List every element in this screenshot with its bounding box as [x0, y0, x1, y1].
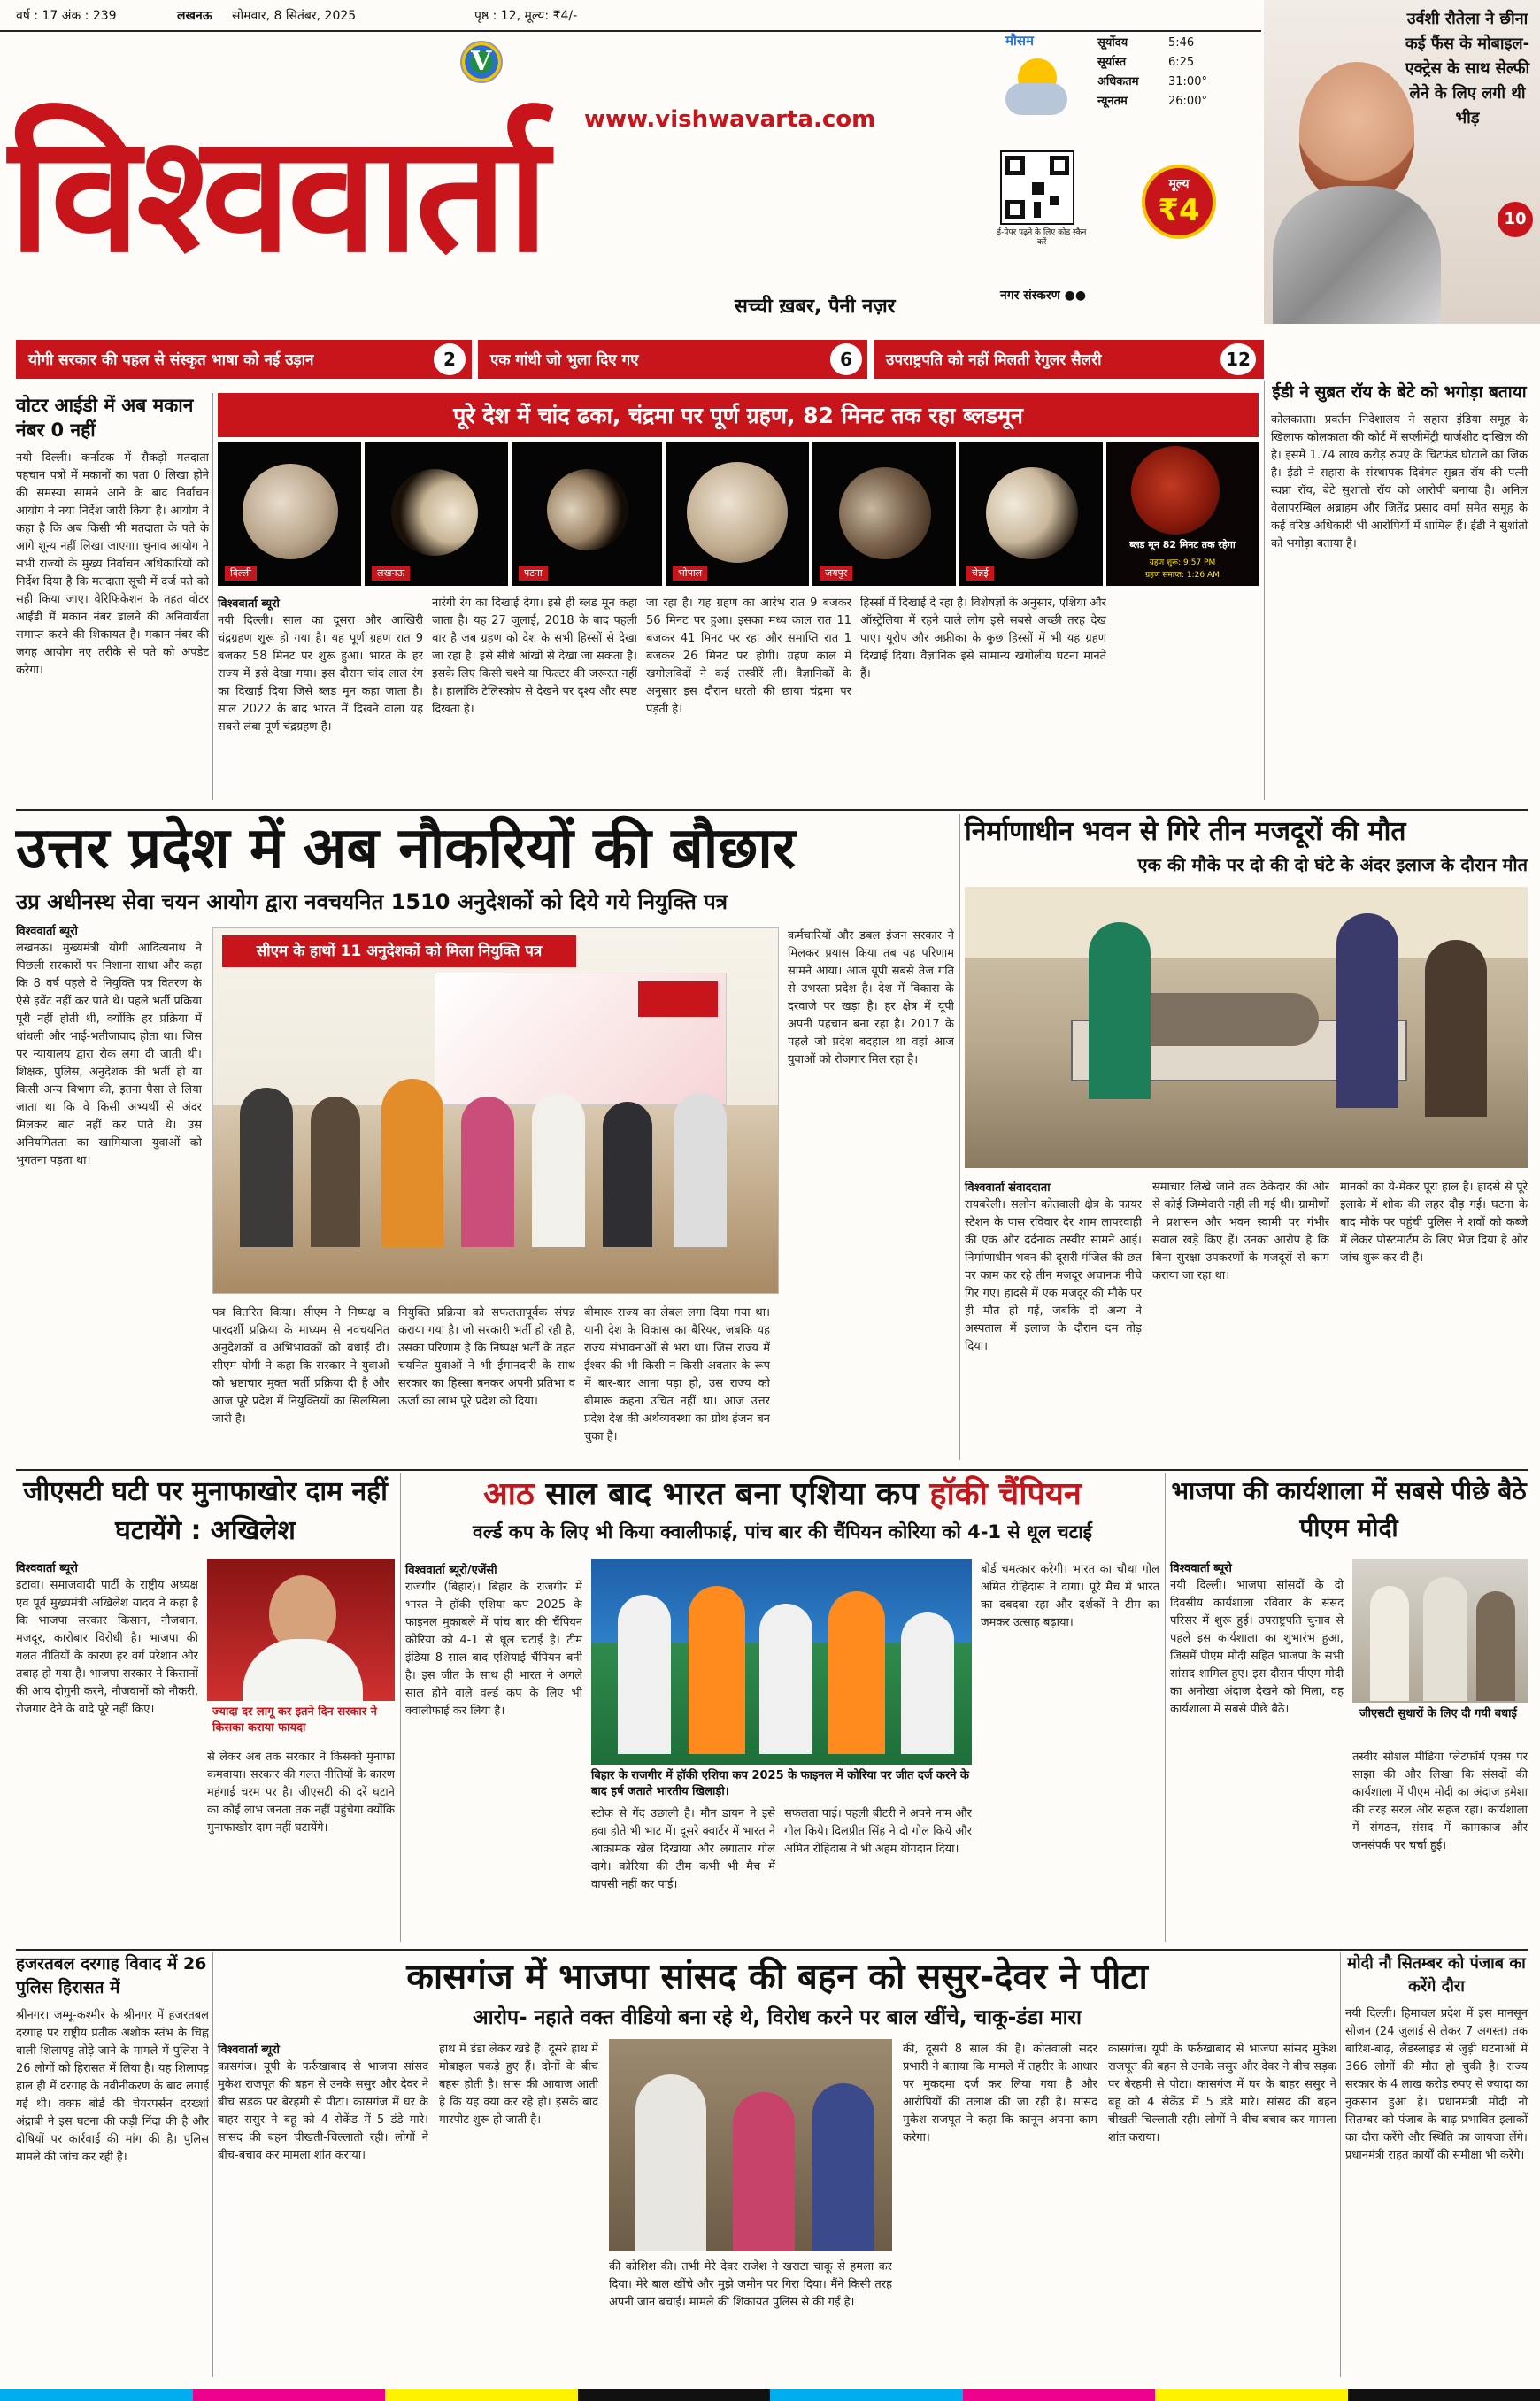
akhilesh-photo-caption: ज्यादा दर लागू कर इतने दिन सरकार ने किसका कराया फायदा [212, 1705, 377, 1735]
teaser-strip [16, 340, 1264, 379]
min-temp-label: न्यूनतम [1097, 95, 1128, 108]
eclipse-photo-3 [512, 442, 662, 586]
blood-moon-start: ग्रहण शुरू: 9:57 PM [1149, 558, 1216, 567]
teaser-1-text: योगी सरकार की पहल से संस्कृत भाषा को नई उड़ान [28, 351, 314, 369]
sunrise-value: 5:46 [1168, 36, 1195, 50]
eclipse-label-1: दिल्ली [225, 566, 257, 581]
workers-headline: निर्माणाधीन भवन से गिरे तीन मजदूरों की मौत [965, 816, 1406, 847]
teaser-3-text: उपराष्ट्रपति को नहीं मिलती रेगुलर सैलरी [886, 351, 1102, 369]
story-eclipse[interactable] [218, 393, 1259, 809]
eclipse-photo-5 [812, 442, 956, 586]
eclipse-byline: विश्ववार्ता ब्यूरो [218, 597, 280, 611]
promo-page-badge: 10 [1498, 202, 1533, 237]
min-temp-value: 26:00° [1168, 95, 1207, 108]
akhilesh-photo [207, 1559, 395, 1701]
hockey-headline-part-3: हॉकी चैंपियन [929, 1476, 1082, 1512]
sunset-label: सूर्यास्त [1097, 56, 1127, 69]
hockey-byline: विश्ववार्ता ब्यूरो/एजेंसी [405, 1564, 497, 1577]
eclipse-photo-2 [365, 442, 508, 586]
issue-date: सोमवार, 8 सितंबर, 2025 [232, 9, 357, 23]
bjp-byline: विश्ववार्ता ब्यूरो [1170, 1562, 1232, 1575]
story-akhilesh[interactable] [16, 1473, 395, 1947]
workers-body-3: मानकों का ये-मेकर पूरा हाल है। हादसे से पूरे इलाके में शोक की लहर दौड़ गई। घटना के बाद मौके पर पहुंची पुलिस ने शवों को कब्जे में लेकर पोस्टमार्टम के लिए भेज दिया है और जांच शुरू कर दी है। [1340, 1181, 1528, 1265]
workers-byline: विश्ववार्ता संवाददाता [965, 1181, 1051, 1195]
kasganj-body-5: कासगंज। यूपी के फर्रुखाबाद से भाजपा सांसद मुकेश राजपूत की बहन से उनके ससुर और देवर ने बीच सड़क पर बेरहमी से पीटा। कासगंज में घर के बाहर ससुर ने बहू को 4 सेकेंड में 5 डंडे मारे। सांसद की बहन चीखती-चिल्लाती रही। लोगों ने बीच-बचाव कर मामला शांत कराया। [1108, 2043, 1336, 2144]
sun-cloud-icon [1005, 58, 1067, 120]
hockey-photo [591, 1559, 972, 1765]
pages-price: पृष्ठ : 12, मूल्य: ₹4/- [474, 9, 578, 23]
hockey-subhead: वर्ल्ड कप के लिए भी किया क्वालीफाई, पांच बार की चैंपियन कोरिया को 4-1 से धूल चटाई [473, 1521, 1092, 1543]
jobs-subhead: उप्र अधीनस्थ सेवा चयन आयोग द्वारा नवचयनित 1510 अनुदेशकों को दिये गये नियुक्ति पत्र [16, 889, 728, 914]
modi-punjab-headline: मोदी नौ सितम्बर को पंजाब का करेंगे दौरा [1347, 1954, 1526, 1996]
eclipse-col-4: हिस्सों में दिखाई दे रहा है। विशेषज्ञों के अनुसार, एशिया और ऑस्ट्रेलिया में रहने वाले लोग इसे सबसे अच्छी तरह देख पाए। यूरोप और अफ्रीका के कुछ हिस्सों में भी यह ग्रहण दिखाई दिया। वैज्ञानिक इसे सामान्य खगोलीय घटना मानते हैं। [860, 596, 1106, 681]
hockey-headline-part-2: साल बाद भारत बना एशिया कप [545, 1476, 919, 1512]
hockey-body-4: बोर्ड चमत्कार करेगी। भारत का चौथा गोल अमित रोहिदास ने दागा। पूरे मैच में भारत का दबदबा रहा और दर्शकों ने टीम का जमकर उत्साह बढ़ाया। [981, 1563, 1159, 1629]
jobs-body-3: नियुक्ति प्रक्रिया को सफलतापूर्वक संपन्न कराया गया है। जो सरकारी भर्ती हो रही है, उसका परिणाम है कि निष्पक्ष भर्ती के तहत चयनित युवाओं ने भी ईमानदारी के साथ सरकार का हिस्सा बनकर अपनी प्रतिभा व ऊर्जा का लाभ पूरे प्रदेश को दिया। [398, 1306, 575, 1408]
price-value: ₹4 [1158, 193, 1200, 228]
eclipse-col-1: नयी दिल्ली। साल का दूसरा और आखिरी चंद्रग्रहण शुरू हो गया है। यह पूर्ण ग्रहण रात 9 बजकर 58 मिनट पर शुरू हुआ। भारत के हर राज्य में इसे देखा गया। इस दौरान चांद लाल रंग का दिखाई दिया जिसे ब्लड मून कहा जाता है। साल 2022 के बाद भारत में दिखने वाला यह सबसे लंबा पूर्ण चंद्रग्रहण है। [218, 614, 423, 734]
akhilesh-byline: विश्ववार्ता ब्यूरो [16, 1562, 78, 1575]
story-modi-punjab[interactable] [1345, 1952, 1528, 2381]
bjp-body-1: नयी दिल्ली। भाजपा सांसदों के दो दिवसीय कार्यशाला रविवार के संसद परिसर में शुरू हुई। उपराष्ट्रपति चुनाव से पहले इस कार्यशाला का शुभारंभ हुआ, जिसमें पीएम मोदी सहित भाजपा के सभी सांसद शामिल हुए। इस दौरान पीएम मोदी का अनोखा अंदाज देखने को मिला, वह कार्यशाला में सबसे पीछे बैठे। [1170, 1579, 1344, 1716]
akhilesh-body-1: इटावा। समाजवादी पार्टी के राष्ट्रीय अध्यक्ष एवं पूर्व मुख्यमंत्री अखिलेश यादव ने कहा है कि भाजपा सरकार किसान, नौजवान, मजदूर, कारोबार विरोधी है। भाजपा की गलत नीतियों के कारण हर वर्ग परेशान और तबाह हो गया है। भाजपा सरकार ने किसानों की आय दोगुनी करने, नौजवानों को नौकरी, रोजगार देने के वादे पूरे नहीं किए। [16, 1579, 198, 1716]
story-jobs[interactable] [16, 812, 954, 1467]
dargah-headline: हजरतबल दरगाह विवाद में 26 पुलिस हिरासत में [16, 1954, 207, 1997]
jobs-headline: उत्तर प्रदेश में अब नौकरियों की बौछार [16, 816, 796, 881]
blood-moon-caption: ब्लड मून 82 मिनट तक रहेगा [1129, 539, 1236, 550]
edition-city: लखनऊ [177, 9, 212, 23]
dargah-body: श्रीनगर। जम्मू-कश्मीर के श्रीनगर में हजरतबल दरगाह पर राष्ट्रीय प्रतीक अशोक स्तंभ के चिह्न वाली शिलापट्ट तोड़े जाने के मामले में पुलिस ने 26 लोगों को हिरासत में लिया है। यह शिलापट्ट हाल ही में दरगाह के नवीनीकरण के बाद लगाई गई थी। वक्फ बोर्ड की चेयरपर्सन दरख्शां अंद्राबी ने इस घटना की कड़ी निंदा की है और दोषियों पर कार्रवाई की मांग की है। पुलिस मामले की जांच कर रही है। [16, 2009, 209, 2164]
teaser-2-page: 6 [830, 343, 862, 375]
bjp-photo-caption: जीएसटी सुधारों के लिए दी गयी बधाई [1359, 1707, 1517, 1720]
kasganj-photo [609, 2039, 892, 2251]
edition-label: नगर संस्करण ●● [1000, 289, 1087, 303]
bjp-headline: भाजपा की कार्यशाला में सबसे पीछे बैठे पीएम मोदी [1171, 1476, 1527, 1543]
eclipse-headline: पूरे देश में चांद ढका, चंद्रमा पर पूर्ण ग्रहण, 82 मिनट तक रहा ब्लडमून [453, 403, 1023, 428]
hockey-headline-part-1: आठ [483, 1476, 535, 1512]
hockey-body-2: स्टोक से गेंद उछाली है। मौन डायन ने इसे हवा होते भी भाट में। दूसरे क्वार्टर में भारत ने आक्रामक खेल दिखाया और लगातार गोल दागे। कोरिया की टीम कभी भी मैच में वापसी नहीं कर पाई। [591, 1807, 775, 1891]
workers-subhead: एक की मौके पर दो की दो घंटे के अंदर इलाज के दौरान मौत [1137, 854, 1528, 875]
top-info-bar [0, 0, 1261, 32]
eclipse-label-2: लखनऊ [372, 566, 410, 581]
kasganj-headline: कासगंज में भाजपा सांसद की बहन को ससुर-देवर ने पीटा [406, 1957, 1148, 1997]
sunrise-label: सूर्योदय [1097, 36, 1128, 50]
blood-moon-photo [1106, 442, 1259, 586]
story-dargah[interactable] [16, 1952, 209, 2381]
hockey-body-1: राजगीर (बिहार)। बिहार के राजगीर में भारत ने हॉकी एशिया कप 2025 के फाइनल मुकाबले में पांच बार की चैंपियन कोरिया को 4-1 से धूल चटाई है। टीम इंडिया 8 साल बाद एशियाई चैंपियन बनी है। इस जीत के साथ ही भारत ने अगले साल होने वाले वर्ल्ड कप के लिए भी क्वालीफाई कर लिया है। [405, 1581, 582, 1718]
eclipse-headline-bar [218, 393, 1259, 437]
story-workers[interactable] [965, 812, 1528, 1467]
promo-text: उर्वशी रौतेला ने छीना कई फैंस के मोबाइल-एक्ट्रेस के साथ सेल्फी लेने के लिए लगी थी भीड़ [1405, 10, 1530, 127]
akhilesh-headline: जीएसटी घटी पर मुनाफाखोर दाम नहीं घटायेंगे : अखिलेश [23, 1476, 388, 1546]
weather-table [1097, 34, 1257, 112]
akhilesh-body-2: से लेकर अब तक सरकार ने किसको मुनाफा कमवाया। सरकार की गलत नीतियों के कारण महंगाई चरम पर है। जीएसटी की दरें घटाने का कोई लाभ जनता तक नहीं पहुंचेगा क्योंकि मुनाफाखोर दाम नहीं घटायेंगे। [207, 1751, 395, 1835]
eclipse-col-3: जा रहा है। यह ग्रहण का आरंभ रात 9 बजकर 56 मिनट पर हुआ। इसका मध्य काल रात 11 बजकर 41 मिनट पर रहा और समाप्ति रात 1 बजकर 26 मिनट पर होगी। ग्रहण काल में खगोलविदों ने कई तस्वीरें लीं। वैज्ञानिकों के अनुसार इस दौरान धरती की छाया चंद्रमा पर पड़ती है। [646, 596, 851, 716]
jobs-byline: विश्ववार्ता ब्यूरो [16, 925, 78, 938]
hockey-body-3: सफलता पाई। पहली बीटरी ने अपने नाम और गोल किये। दिलप्रीत सिंह ने दो गोल किये और अमित रोहिदास ने भी अहम योगदान दिया। [784, 1807, 972, 1856]
modi-punjab-body: नयी दिल्ली। हिमाचल प्रदेश में इस मानसून सीजन (24 जुलाई से लेकर 7 अगस्त) तक बारिश-बाढ़, लैंडस्लाइड से जुड़ी घटनाओं में 366 लोगों की मौत हो चुकी है। राज्य सरकार के 4 लाख करोड़ रुपए से ज्यादा का नुकसान हुआ है। प्रधानमंत्री मोदी नौ सितम्बर को पंजाब के बाढ़ प्रभावित इलाकों का दौरा करेंगे और स्थिति का जायजा लेंगे। प्रधानमंत्री राहत कार्यों की समीक्षा भी करेंगे। [1345, 2007, 1528, 2162]
workers-body-1: रायबरेली। सलोन कोतवाली क्षेत्र के फायर स्टेशन के पास रविवार देर शाम लापरवाही की एक और दर्दनाक तस्वीर सामने आई। निर्माणाधीन भवन की दूसरी मंजिल की छत पर काम कर रहे तीन मजदूर अचानक नीचे गिर गए। हादसे में एक मजदूर की मौके पर ही मौत हो गई, जबकि दो अन्य ने अस्पताल में इलाज के दौरान दम तोड़ दिया। [965, 1198, 1142, 1353]
voter-headline: वोटर आईडी में अब मकान नंबर 0 नहीं [16, 395, 194, 441]
kasganj-body-1: कासगंज। यूपी के फर्रुखाबाद से भाजपा सांसद मुकेश राजपूत की बहन से उनके ससुर और देवर ने बीच सड़क पर बेरहमी से पीटा। कासगंज में घर के बाहर ससुर ने बहू को 4 सेकेंड में 5 डंडे मारे। सांसद की बहन चीखती-चिल्लाती रही। लोगों ने बीच-बचाव कर मामला शांत कराया। [218, 2060, 428, 2162]
eclipse-label-6: चेन्नई [966, 566, 994, 581]
bjp-photo [1352, 1559, 1528, 1703]
jobs-photo [212, 927, 779, 1294]
blood-moon-end: ग्रहण समाप्त: 1:26 AM [1145, 571, 1220, 580]
voter-body: नयी दिल्ली। कर्नाटक में सैकड़ों मतदाता पहचान पत्रों में मकानों का पता 0 लिखा होने की समस्या सामने आने के बाद निर्वाचन आयोग ने नया निर्देश जारी किया है। आयोग ने कहा है कि अब किसी भी मतदाता के पते के आगे शून्य नहीं लिखा जाएगा। चुनाव आयोग ने सभी राज्यों के मुख्य निर्वाचन अधिकारियों को निर्देश दिया है कि मतदाता सूची में दर्ज पते को सही किया जाए। वेरिफिकेशन के तहत वोटर आईडी में मकान नंबर डालने की अनिवार्यता समाप्त करने की शिकायत है। मकान नंबर की जगह आयोग नए तरीके से पते को अपडेट करेगा। [16, 451, 209, 677]
story-kasganj[interactable] [218, 1952, 1336, 2381]
eclipse-col-2: नारंगी रंग का दिखाई देगा। इसे ही ब्लड मून कहा जाता है। यह 27 जुलाई, 2018 के बाद पहली बार है जब ग्रहण को देश के सभी हिस्सों से देखा जा रहा है। इसे सीधे आंखों से देखा जा सकता है। इसके लिए किसी चश्मे या फिल्टर की जरूरत नहीं है। हालांकि टेलिस्कोप से देखने पर दृश्य और स्पष्ट दिखता है। [432, 596, 637, 716]
kasganj-body-2: हाथ में डंडा लेकर खड़े हैं। दूसरे हाथ में मोबाइल पकड़े हुए हैं। दोनों के बीच बहस होती है। सास की आवाज आती है कि यह क्या कर रहे हो। इसके बाद मारपीट शुरू हो जाती है। [439, 2043, 598, 2127]
story-voter-id[interactable] [16, 393, 209, 809]
teaser-3-page: 12 [1220, 343, 1256, 375]
hockey-headline [405, 1473, 1159, 1517]
jobs-photo-banner: सीएम के हाथों 11 अनुदेशकों को मिला नियुक्ति पत्र [222, 935, 576, 967]
sunset-value: 6:25 [1168, 56, 1195, 69]
masthead [0, 32, 1261, 324]
hockey-photo-caption: बिहार के राजगीर में हॉकी एशिया कप 2025 के फाइनल में कोरिया पर जीत दर्ज करने के बाद हर्ष जताते भारतीय खिलाड़ी। [591, 1769, 970, 1798]
qr-caption: ई-पेपर पढ़ने के लिए कोड स्कैन करें [997, 228, 1087, 247]
logo-emblem: V [460, 41, 503, 83]
eclipse-label-5: जयपुर [820, 566, 852, 581]
promo-box[interactable] [1264, 0, 1540, 324]
jobs-body-2: पत्र वितरित किया। सीएम ने निष्पक्ष व पारदर्शी प्रक्रिया के माध्यम से नवचयनित अनुदेशकों व अभिभावकों को बधाई दी। सीएम योगी ने कहा कि सरकार ने युवाओं को भ्रष्टाचार मुक्त भर्ती प्रक्रिया दी है और आज पूरे प्रदेश में नियुक्तियों का सिलसिला जारी है। [212, 1306, 389, 1426]
story-hockey[interactable] [405, 1473, 1159, 1947]
jobs-body-4: बीमारू राज्य का लेबल लगा दिया गया था। यानी देश के विकास का बैरियर, जबकि यह राज्य संभावनाओं से भरा था। जिस राज्य में ईश्वर की भी किसी न किसी अवतार के रूप में बार-बार आना पड़ा हो, उस राज्य को बीमारू कहना उचित नहीं था। आज उत्तर प्रदेश देश की अर्थव्यवस्था का ग्रोथ इंजन बन चुका है। [584, 1306, 770, 1443]
max-temp-value: 31:00° [1168, 75, 1207, 88]
story-ed[interactable] [1271, 381, 1528, 805]
eclipse-photo-4 [666, 442, 809, 586]
newspaper-title: विश्ववार्ता [9, 100, 546, 288]
teaser-2-text: एक गांधी जो भुला दिए गए [490, 351, 639, 369]
registration-strip [0, 2389, 1540, 2401]
weather-box [1000, 32, 1257, 147]
jobs-body-5: कर्मचारियों और डबल इंजन सरकार ने मिलकर प्रयास किया तब यह परिणाम सामने आया। आज यूपी सबसे तेज गति से उभरता प्रदेश है। देश में विकास के दरवाजे पर खड़ा है। हर क्षेत्र में यूपी अपनी पहचान बना रहा है। 2017 के पहले जो प्रदेश बदहाल था वहां आज युवाओं को रोजगार मिल रहा है। [788, 929, 954, 1066]
kasganj-body-4: की, दूसरी 8 साल की है। कोतवाली सदर प्रभारी ने बताया कि मामले में तहरीर के आधार पर मुकदमा दर्ज कर लिया गया है और आरोपियों की तलाश की जा रही है। सांसद मुकेश राजपूत ने कहा कि कानून अपना काम करेगा। [903, 2043, 1097, 2144]
weather-title: मौसम [1005, 33, 1034, 49]
issue-number: वर्ष : 17 अंक : 239 [16, 9, 117, 23]
teaser-3[interactable] [874, 340, 1264, 379]
story-bjp[interactable] [1170, 1473, 1528, 1947]
teaser-1[interactable] [16, 340, 472, 379]
kasganj-byline: विश्ववार्ता ब्यूरो [218, 2043, 280, 2057]
eclipse-label-3: पटना [519, 566, 548, 581]
workers-body-2: समाचार लिखे जाने तक ठेकेदार की ओर से कोई जिम्मेदारी नहीं ली गई थी। ग्रामीणों ने प्रशासन और भवन स्वामी पर गंभीर सवाल खड़े किए हैं। उनका आरोप है कि बिना सुरक्षा उपकरणों के मजदूरों से काम कराया जा रहा था। [1152, 1181, 1329, 1282]
kasganj-subhead: आरोप- नहाते वक्त वीडियो बना रहे थे, विरोध करने पर बाल खींचे, चाकू-डंडा मारा [473, 2006, 1082, 2029]
max-temp-label: अधिकतम [1097, 75, 1139, 88]
tagline: सच्ची ख़बर, पैनी नज़र [735, 296, 896, 318]
eclipse-photo-1 [218, 442, 361, 586]
eclipse-photo-6 [959, 442, 1103, 586]
ed-body: कोलकाता। प्रवर्तन निदेशालय ने सहारा इंडिया समूह के खिलाफ कोलकाता की कोर्ट में सप्लीमेंट्री चार्जशीट दाखिल की है। इसमें 1.74 लाख करोड़ रुपए के चिटफंड घोटाले का जिक्र है। ईडी ने सहारा के संस्थापक दिवंगत सुब्रत रॉय की पत्नी स्वप्ना रॉय, बेटे सुशांतो रॉय को आरोपी बनाया है। अनिल वेलापरम्बिल अब्राहम और जितेंद्र प्रसाद वर्मा समेत समूह के कई वरिष्ठ अधिकारी भी आरोपियों में शामिल हैं। ईडी ने सुशांतो को भगोड़ा बताया है। [1271, 413, 1528, 550]
qr-code[interactable] [1000, 150, 1074, 225]
bjp-body-2: तस्वीर सोशल मीडिया प्लेटफॉर्म एक्स पर साझा की और लिखा कि संसदों की कार्यशाला में पीएम मोदी का अंदाज हमेशा की तरह सरल और सहज रहा। कार्यशाला में संगठन, संसद में कामकाज और जनसंपर्क पर चर्चा हुई। [1352, 1751, 1528, 1852]
ed-headline: ईडी ने सुब्रत रॉय के बेटे को भगोड़ा बताया [1272, 382, 1527, 402]
teaser-2[interactable] [478, 340, 867, 379]
site-url[interactable]: www.vishwavarta.com [584, 106, 876, 133]
price-label: मूल्य [1168, 177, 1190, 191]
price-badge [1142, 165, 1216, 239]
jobs-body-1: लखनऊ। मुख्यमंत्री योगी आदित्यनाथ ने पिछली सरकारों पर निशाना साधा और कहा कि 8 वर्ष पहले वे नियुक्ति पत्र वितरण के ऐसे इवेंट नहीं कर पाते थे। पहले भर्ती प्रक्रिया पूरी नहीं होती थी, क्योंकि हर प्रक्रिया में धांधली और भाई-भतीजावाद होता था। जिस पर न्यायालय द्वारा रोक लगा दी जाती थी। शिक्षक, पुलिस, अनुदेशक की भर्ती हो या किसी अन्य विभाग की, इतना पैसा ले लिया जाता था कि वे किसी अभ्यर्थी से अंदर मिलकर बात नहीं कर पाते थे। उस अनियमितता का खामियाजा युवाओं को भुगतना पड़ता था। [16, 942, 202, 1167]
eclipse-label-4: भोपाल [673, 566, 707, 581]
workers-photo [965, 887, 1528, 1168]
teaser-1-page: 2 [434, 343, 466, 375]
kasganj-body-3: की कोशिश की। तभी मेरे देवर राजेश ने खराटा चाकू से हमला कर दिया। मेरे बाल खींचे और मुझे जमीन पर गिरा दिया। मैंने किसी तरह अपनी जान बचाई। मामले की शिकायत पुलिस से की गई है। [609, 2260, 892, 2309]
